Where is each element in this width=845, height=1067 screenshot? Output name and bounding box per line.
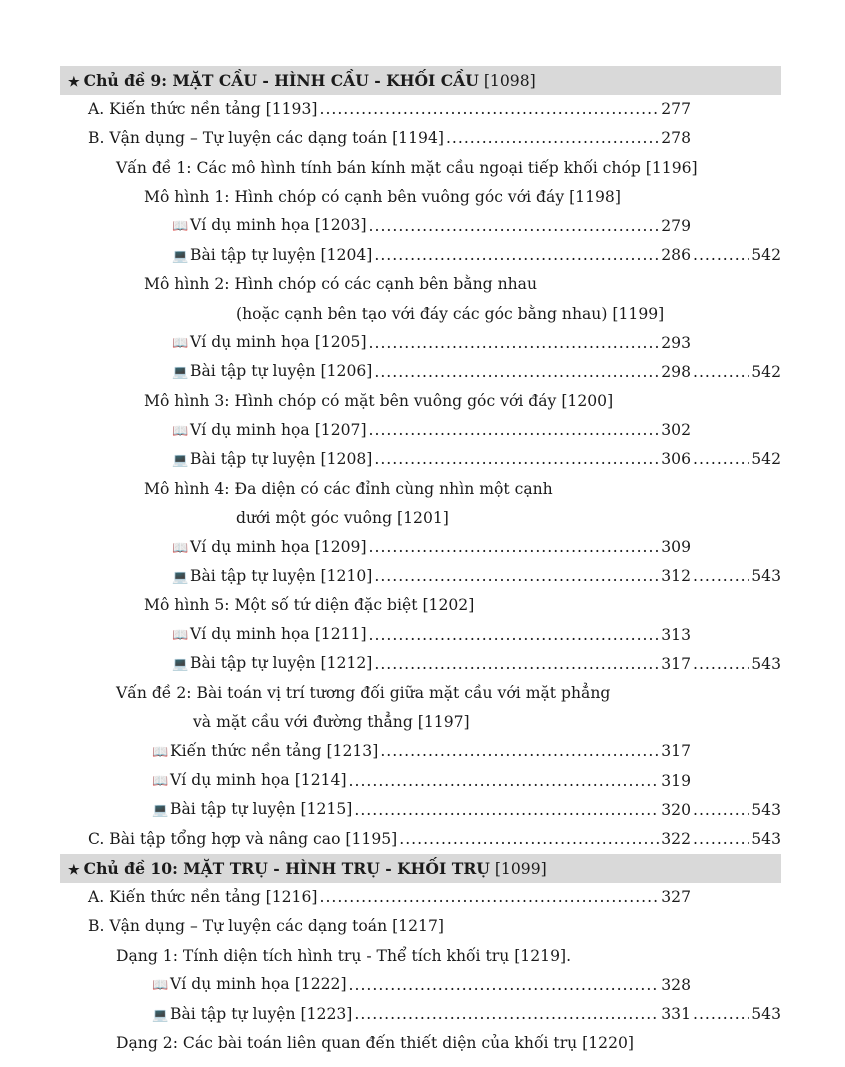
book-icon: 📖 [172,219,189,235]
leader-dots [354,1000,659,1029]
toc-subsection-heading[interactable]: Mô hình 1: Hình chóp có cạnh bên vuông góc với đáy [1198] [144,187,621,206]
answer-page-number: 543 [751,829,781,848]
toc-entry-label: Bài tập tự luyện [1210] [190,566,373,585]
leader-dots [380,737,659,766]
page-number: 317 [661,742,691,761]
answer-page-number: 543 [751,654,781,673]
page-number: 331 [661,1005,691,1023]
page-number: 312 [661,567,691,586]
leader-dots [369,621,659,650]
book-icon: 📖 [152,978,169,994]
book-icon: 📖 [152,774,169,789]
leader-dots [349,971,659,1000]
book-icon: 📖 [172,540,189,556]
toc-entry[interactable] [60,445,781,474]
toc-entry[interactable] [60,796,781,825]
page-number: 322 [661,829,691,848]
toc-subsection-heading[interactable]: Mô hình 5: Một số tứ diện đặc biệt [1202] [144,596,475,615]
toc-heading-continuation: và mặt cầu với đường thẳng [1197] [193,713,470,732]
toc-section-heading[interactable]: Vấn đề 1: Các mô hình tính bán kính mặt cầu ngoại tiếp khối chóp [1196] [116,158,698,177]
toc-heading-continuation: dưới một góc vuông [1201] [236,508,449,527]
answer-page-number: 543 [751,800,781,819]
topic-10-code: [1099] [489,860,547,879]
toc-entry-label: Ví dụ minh họa [1222] [170,975,347,994]
page-number: 306 [661,450,691,469]
toc-entry[interactable] [60,1000,781,1029]
toc-entry-label: Ví dụ minh họa [1203] [190,216,367,235]
book-icon: 📖 [172,423,189,439]
toc-entry[interactable] [60,825,781,854]
book-icon: 📖 [152,744,169,760]
page-number: 293 [661,333,691,352]
star-icon: ★ [68,863,80,879]
star-icon: ★ [68,75,80,90]
page-number: 277 [661,100,691,119]
topic-10-header[interactable] [60,854,781,883]
topic-10-title: Chủ đề 10: MẶT TRỤ - HÌNH TRỤ - KHỐI TRỤ [83,859,490,879]
toc-entry-label: A. Kiến thức nền tảng [1193] [88,100,318,119]
leader-dots [369,212,659,241]
leader-dots [319,883,659,912]
leader-dots [693,445,749,474]
toc-entry-label: B. Vận dụng – Tự luyện các dạng toán [1194] [88,129,444,148]
page-number: 320 [661,800,691,819]
toc-entry[interactable] [60,212,781,241]
toc-entry[interactable] [60,533,781,562]
leader-dots [693,562,749,591]
laptop-icon: 💻 [172,452,189,468]
leader-dots [369,416,659,445]
answer-page-number: 543 [751,1005,781,1023]
toc-entry-label: Ví dụ minh họa [1214] [170,771,347,789]
toc-entry-label: Bài tập tự luyện [1212] [190,654,373,673]
toc-subsection-heading[interactable]: Mô hình 2: Hình chóp có các cạnh bên bằng nhau [144,275,538,294]
topic-9-header[interactable] [60,66,781,95]
leader-dots [693,1000,749,1029]
toc-subsection-heading[interactable]: Mô hình 3: Hình chóp có mặt bên vuông góc với đáy [1200] [144,392,614,411]
leader-dots [374,445,659,474]
topic-9-code: [1098] [478,72,536,90]
toc-entry[interactable] [60,621,781,650]
toc-entry-label: Bài tập tự luyện [1208] [190,449,373,468]
answer-page-number: 542 [751,362,781,381]
toc-entry-label: Ví dụ minh họa [1209] [190,537,367,556]
laptop-icon: 💻 [152,803,169,819]
toc-subsection-heading[interactable]: Dạng 2: Các bài toán liên quan đến thiết diện của khối trụ [1220] [116,1034,634,1053]
page-number: 309 [661,538,691,556]
toc-entry-label: Kiến thức nền tảng [1213] [170,741,379,760]
book-icon: 📖 [172,336,189,352]
leader-dots [354,796,659,825]
toc-subsection-heading[interactable]: Dạng 1: Tính diện tích hình trụ - Thể tích khối trụ [1219]. [116,946,572,965]
toc-entry[interactable] [60,416,781,445]
leader-dots [693,650,749,679]
leader-dots [693,358,749,387]
leader-dots [693,825,749,854]
leader-dots [374,562,659,591]
toc-entry[interactable] [60,883,781,912]
toc-entry[interactable] [60,124,781,153]
laptop-icon: 💻 [172,657,189,673]
laptop-icon: 💻 [172,248,189,264]
toc-entry-label: Bài tập tự luyện [1223] [170,1004,353,1023]
page-number: 298 [661,362,691,381]
toc-entry-label: Bài tập tự luyện [1206] [190,362,373,381]
page-number: 286 [661,246,691,265]
toc-entry-label: Ví dụ minh họa [1211] [190,625,367,644]
toc-entry-label: C. Bài tập tổng hợp và nâng cao [1195] [88,829,398,848]
page-number: 317 [661,654,691,673]
book-icon: 📖 [172,628,189,644]
toc-heading-continuation: (hoặc cạnh bên tạo với đáy các góc bằng nhau) [1199] [236,304,665,323]
toc-section-heading[interactable]: Vấn đề 2: Bài toán vị trí tương đối giữa mặt cầu với mặt phẳng [116,683,611,702]
leader-dots [349,767,659,796]
leader-dots [374,358,659,387]
toc-subsection-heading[interactable]: Mô hình 4: Đa diện có các đỉnh cùng nhìn một cạnh [144,479,553,498]
answer-page-number: 542 [751,246,781,265]
leader-dots [319,95,659,124]
page-number: 319 [661,771,691,790]
answer-page-number: 542 [751,450,781,469]
page-number: 279 [661,216,691,235]
toc-entry[interactable] [60,329,781,358]
page-number: 278 [661,129,691,148]
toc-entry-label: Bài tập tự luyện [1204] [190,245,373,264]
toc-entry-label: A. Kiến thức nền tảng [1216] [88,888,318,907]
laptop-icon: 💻 [172,365,189,381]
page-number: 328 [661,975,691,994]
toc-section-heading[interactable]: B. Vận dụng – Tự luyện các dạng toán [1217] [88,917,444,936]
page-number: 313 [661,625,691,644]
laptop-icon: 💻 [172,569,189,585]
leader-dots [369,533,659,562]
leader-dots [374,241,659,270]
toc-entry[interactable] [60,241,781,270]
toc-entry[interactable] [60,562,781,591]
toc-entry[interactable] [60,650,781,679]
table-of-contents [60,66,781,1058]
leader-dots [446,124,659,153]
toc-entry[interactable] [60,767,781,796]
topic-9-title: Chủ đề 9: MẶT CẦU - HÌNH CẦU - KHỐI CẦU [83,71,479,90]
toc-entry[interactable] [60,95,781,124]
leader-dots [374,650,659,679]
page-number: 302 [661,421,691,440]
toc-entry-label: Bài tập tự luyện [1215] [170,800,353,819]
answer-page-number: 543 [751,567,781,586]
leader-dots [399,825,659,854]
leader-dots [693,796,749,825]
toc-entry[interactable] [60,971,781,1000]
leader-dots [369,329,659,358]
page-number: 327 [661,888,691,907]
leader-dots [693,241,749,270]
toc-entry-label: Ví dụ minh họa [1205] [190,333,367,352]
toc-entry-label: Ví dụ minh họa [1207] [190,420,367,439]
toc-entry[interactable] [60,737,781,766]
laptop-icon: 💻 [152,1007,169,1023]
toc-entry[interactable] [60,358,781,387]
